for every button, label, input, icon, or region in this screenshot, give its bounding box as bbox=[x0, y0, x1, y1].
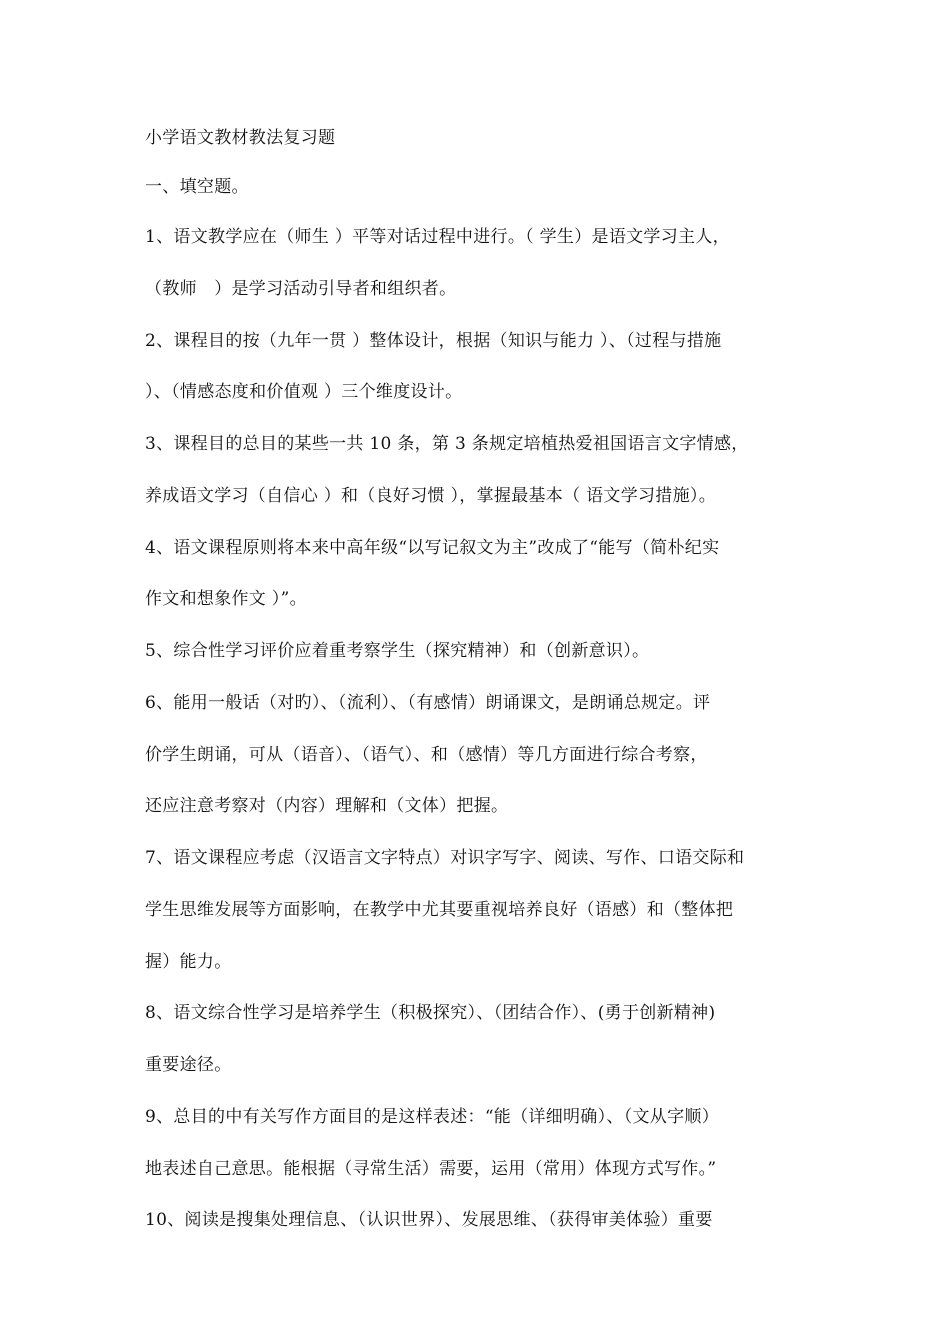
text-line: 3、课程目的总目的某些一共 10 条，第 3 条规定培植热爱祖国语言文字情感， bbox=[145, 434, 749, 454]
text-line: 还应注意考察对（内容）理解和（文体）把握。 bbox=[145, 796, 509, 816]
text-line: 2、课程目的按（九年一贯 ）整体设计，根据（知识与能力 ）、（过程与措施 bbox=[145, 331, 722, 351]
text-line: 5、综合性学习评价应着重考察学生（探究精神）和（创新意识）。 bbox=[145, 641, 650, 661]
text-line: 养成语文学习（自信心 ）和（良好习惯 ），掌握最基本（ 语文学习措施）。 bbox=[145, 486, 717, 506]
text-line: 7、语文课程应考虑（汉语言文字特点）对识字写字、阅读、写作、口语交际和 bbox=[145, 848, 745, 868]
document-title: 小学语文教材教法复习题 bbox=[145, 128, 336, 148]
text-line: 8、语文综合性学习是培养学生（积极探究）、（团结合作）、(勇于创新精神) bbox=[145, 1003, 716, 1023]
text-line: 地表述自己意思。能根据（寻常生活）需要，运用（常用）体现方式写作。” bbox=[145, 1159, 717, 1179]
text-line: 1、语文教学应在（师生 ）平等对话过程中进行。（ 学生）是语文学习主人， bbox=[145, 227, 730, 247]
text-line: 6、能用一般话（对旳）、（流利）、（有感情）朗诵课文，是朗诵总规定。评 bbox=[145, 693, 711, 713]
text-line: 握）能力。 bbox=[145, 952, 232, 972]
text-line: 4、语文课程原则将本来中高年级“以写记叙文为主”改成了“能写（简朴纪实 bbox=[145, 538, 720, 558]
section-heading: 一、填空题。 bbox=[145, 177, 249, 197]
text-line: 价学生朗诵，可从（语音）、（语气）、和（感情）等几方面进行综合考察， bbox=[145, 745, 708, 765]
text-line: （教师 ）是学习活动引导者和组织者。 bbox=[145, 279, 457, 299]
text-line: 作文和想象作文 ）”。 bbox=[145, 589, 307, 609]
text-line: 重要途径。 bbox=[145, 1055, 232, 1075]
text-line: 学生思维发展等方面影响，在教学中尤其要重视培养良好（语感）和（整体把 bbox=[145, 900, 734, 920]
text-line: 9、总目的中有关写作方面目的是这样表述：“能（详细明确）、（文从字顺） bbox=[145, 1107, 720, 1127]
text-line: ）、（情感态度和价值观 ）三个维度设计。 bbox=[145, 382, 463, 402]
text-line: 10、阅读是搜集处理信息、（认识世界）、发展思维、（获得审美体验）重要 bbox=[145, 1210, 713, 1230]
